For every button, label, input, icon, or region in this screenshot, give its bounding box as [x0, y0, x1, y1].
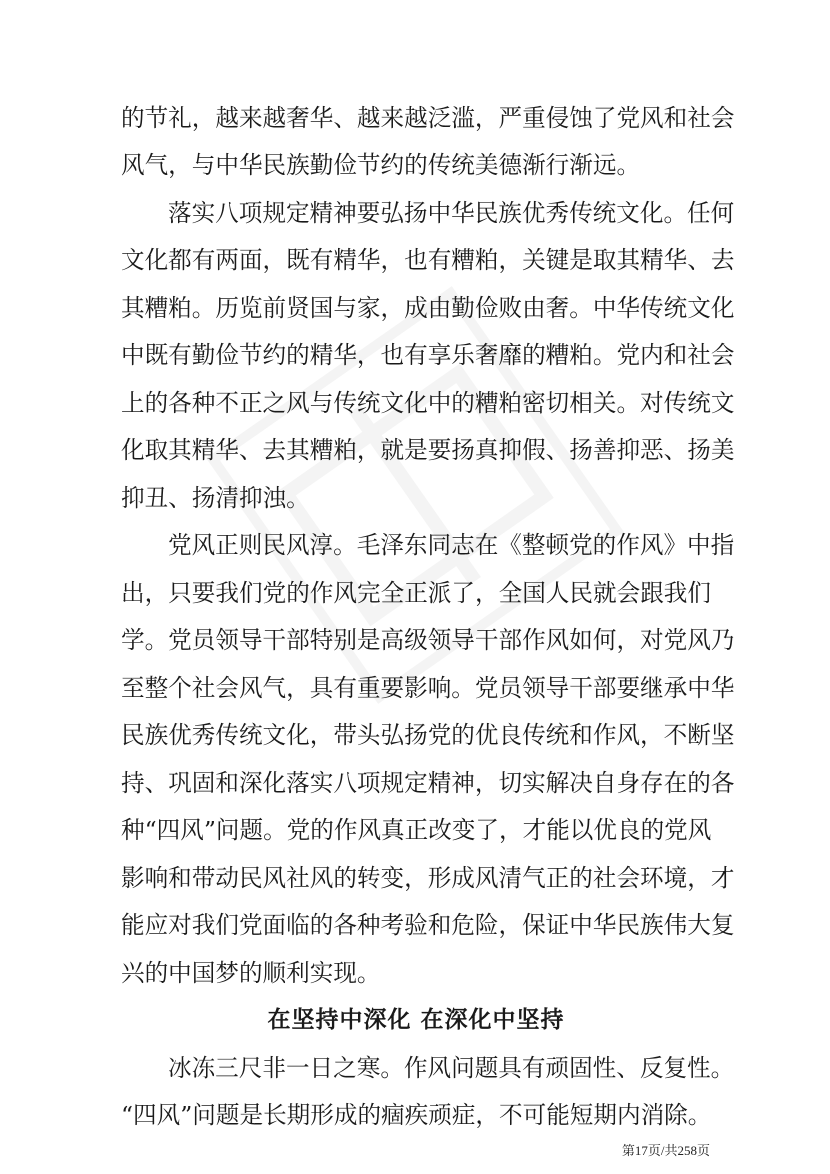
paragraph-line: 中既有勤俭节约的精华，也有享乐奢靡的糟粕。党内和社会 — [121, 341, 735, 369]
paragraph-line: 兴的中国梦的顺利实现。 — [121, 959, 381, 987]
paragraph-line: 出，只要我们党的作风完全正派了，全国人民就会跟我们 — [121, 579, 711, 607]
paragraph-line: 党风正则民风淳。毛泽东同志在《整顿党的作风》中指 — [168, 531, 735, 559]
paragraph-line: 能应对我们党面临的各种考验和危险，保证中华民族伟大复 — [121, 911, 735, 939]
paragraph-line: 风气，与中华民族勤俭节约的传统美德渐行渐远。 — [121, 151, 641, 179]
paragraph-line: 化取其精华、去其糟粕，就是要扬真抑假、扬善抑恶、扬美 — [121, 436, 735, 464]
page-number: 第17页/共258页 — [621, 1143, 710, 1158]
paragraph-line: “四风”问题是长期形成的痼疾顽症，不可能短期内消除。 — [121, 1101, 712, 1129]
paragraph-line: 民族优秀传统文化，带头弘扬党的优良传统和作风，不断坚 — [121, 721, 735, 749]
section-heading: 在坚持中深化 在深化中坚持 — [267, 1007, 565, 1033]
paragraph-line: 抑丑、扬清抑浊。 — [121, 484, 310, 512]
paragraph-line: 上的各种不正之风与传统文化中的糟粕密切相关。对传统文 — [121, 389, 735, 417]
paragraph-line: 至整个社会风气，具有重要影响。党员领导干部要继承中华 — [121, 674, 735, 702]
paragraph-line: 学。党员领导干部特别是高级领导干部作风如何，对党风乃 — [121, 626, 735, 654]
paragraph-line: 种“四风”问题。党的作风真正改变了，才能以优良的党风 — [121, 816, 712, 844]
paragraph-line: 持、巩固和深化落实八项规定精神，切实解决自身存在的各 — [121, 769, 735, 797]
paragraph-line: 落实八项规定精神要弘扬中华民族优秀传统文化。任何 — [168, 199, 735, 227]
paragraph-line: 文化都有两面，既有精华，也有糟粕，关键是取其精华、去 — [121, 246, 735, 274]
paragraph-line: 冰冻三尺非一日之寒。作风问题具有顽固性、反复性。 — [168, 1054, 735, 1082]
paragraph-line: 的节礼，越来越奢华、越来越泛滥，严重侵蚀了党风和社会 — [121, 104, 735, 132]
paragraph-line: 影响和带动民风社风的转变，形成风清气正的社会环境，才 — [121, 864, 735, 892]
paragraph-line: 其糟粕。历览前贤国与家，成由勤俭败由奢。中华传统文化 — [121, 294, 735, 322]
